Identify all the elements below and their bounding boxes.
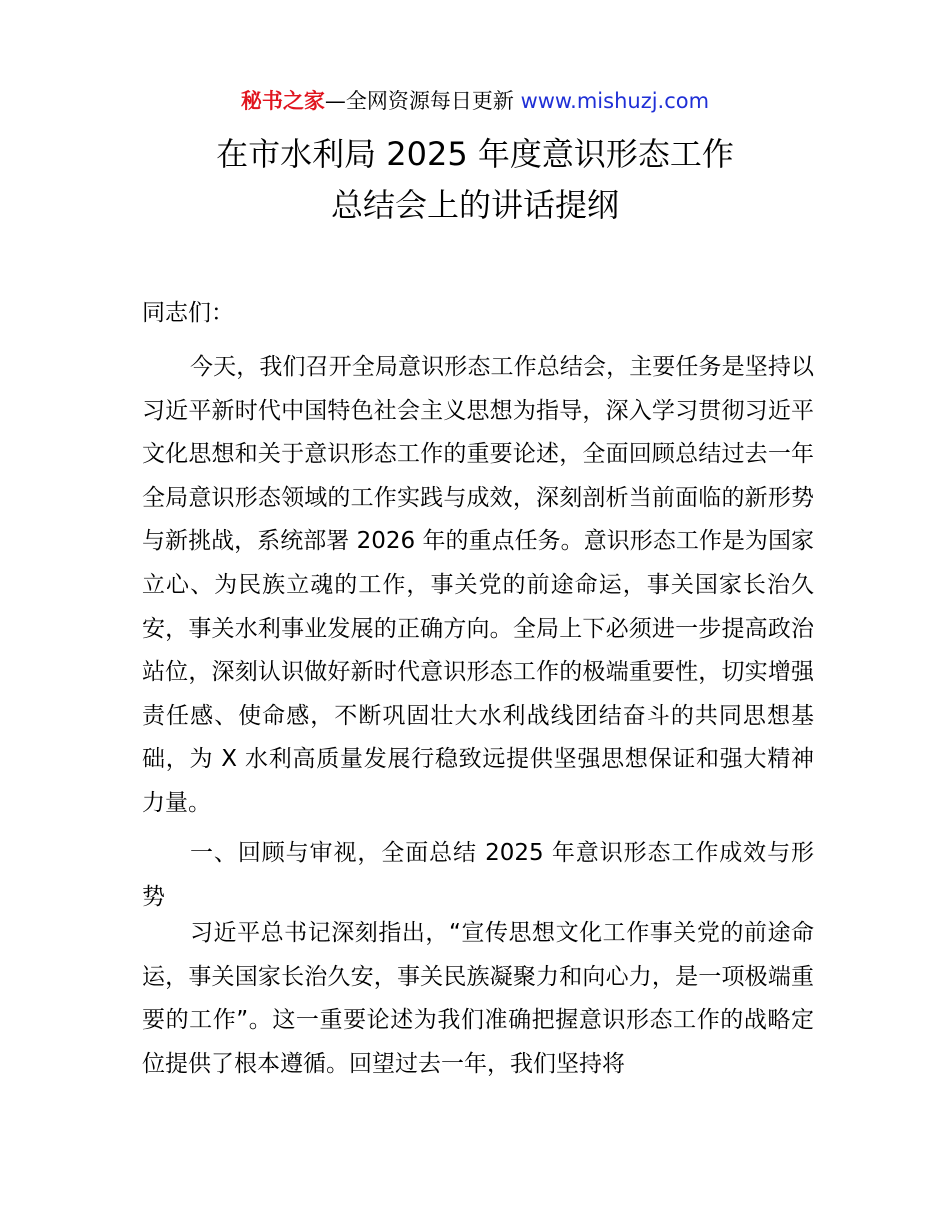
greeting: 同志们： <box>142 300 234 326</box>
document-title-line-2: 总结会上的讲话提纲 <box>330 186 619 224</box>
banner-tagline: —全网资源每日更新 <box>324 89 521 113</box>
banner-brand: 秘书之家 <box>240 89 325 113</box>
section-heading-1: 一、回顾与审视，全面总结 2025 年意识形态工作成效与形势 <box>142 840 814 910</box>
document-title-line-1: 在市水利局 2025 年度意识形态工作 <box>216 135 734 173</box>
site-banner <box>0 86 950 116</box>
banner-url-link[interactable]: www.mishuzj.com <box>520 89 710 113</box>
body-paragraph-1: 今天，我们召开全局意识形态工作总结会，主要任务是坚持以习近平新时代中国特色社会主义思想为指导，深入学习贯彻习近平文化思想和关于意识形态工作的重要论述，全面回顾总结过去一年全局意识形态领域的工作实践与成效，深刻剖析当前面临的新形势与新挑战，系统部署 2026 年的重点任务。意识形态工作是为国家立心、为民族立魂的工作，事关党的前途命运，事关国家长治久安，事关水利事业发展的正确方向。全局上下必须进一步提高政治站位，深刻认识做好新时代意识形态工作的极端重要性，切实增强责任感、使命感，不断巩固壮大水利战线团结奋斗的共同思想基础，为 X 水利高质量发展行稳致远提供坚强思想保证和强大精神力量。 <box>142 354 814 816</box>
body-paragraph-2: 习近平总书记深刻指出，“宣传思想文化工作事关党的前途命运，事关国家长治久安，事关民族凝聚力和向心力，是一项极端重要的工作”。这一重要论述为我们准确把握意识形态工作的战略定位提供了根本遵循。回望过去一年，我们坚持将 <box>142 920 814 1077</box>
